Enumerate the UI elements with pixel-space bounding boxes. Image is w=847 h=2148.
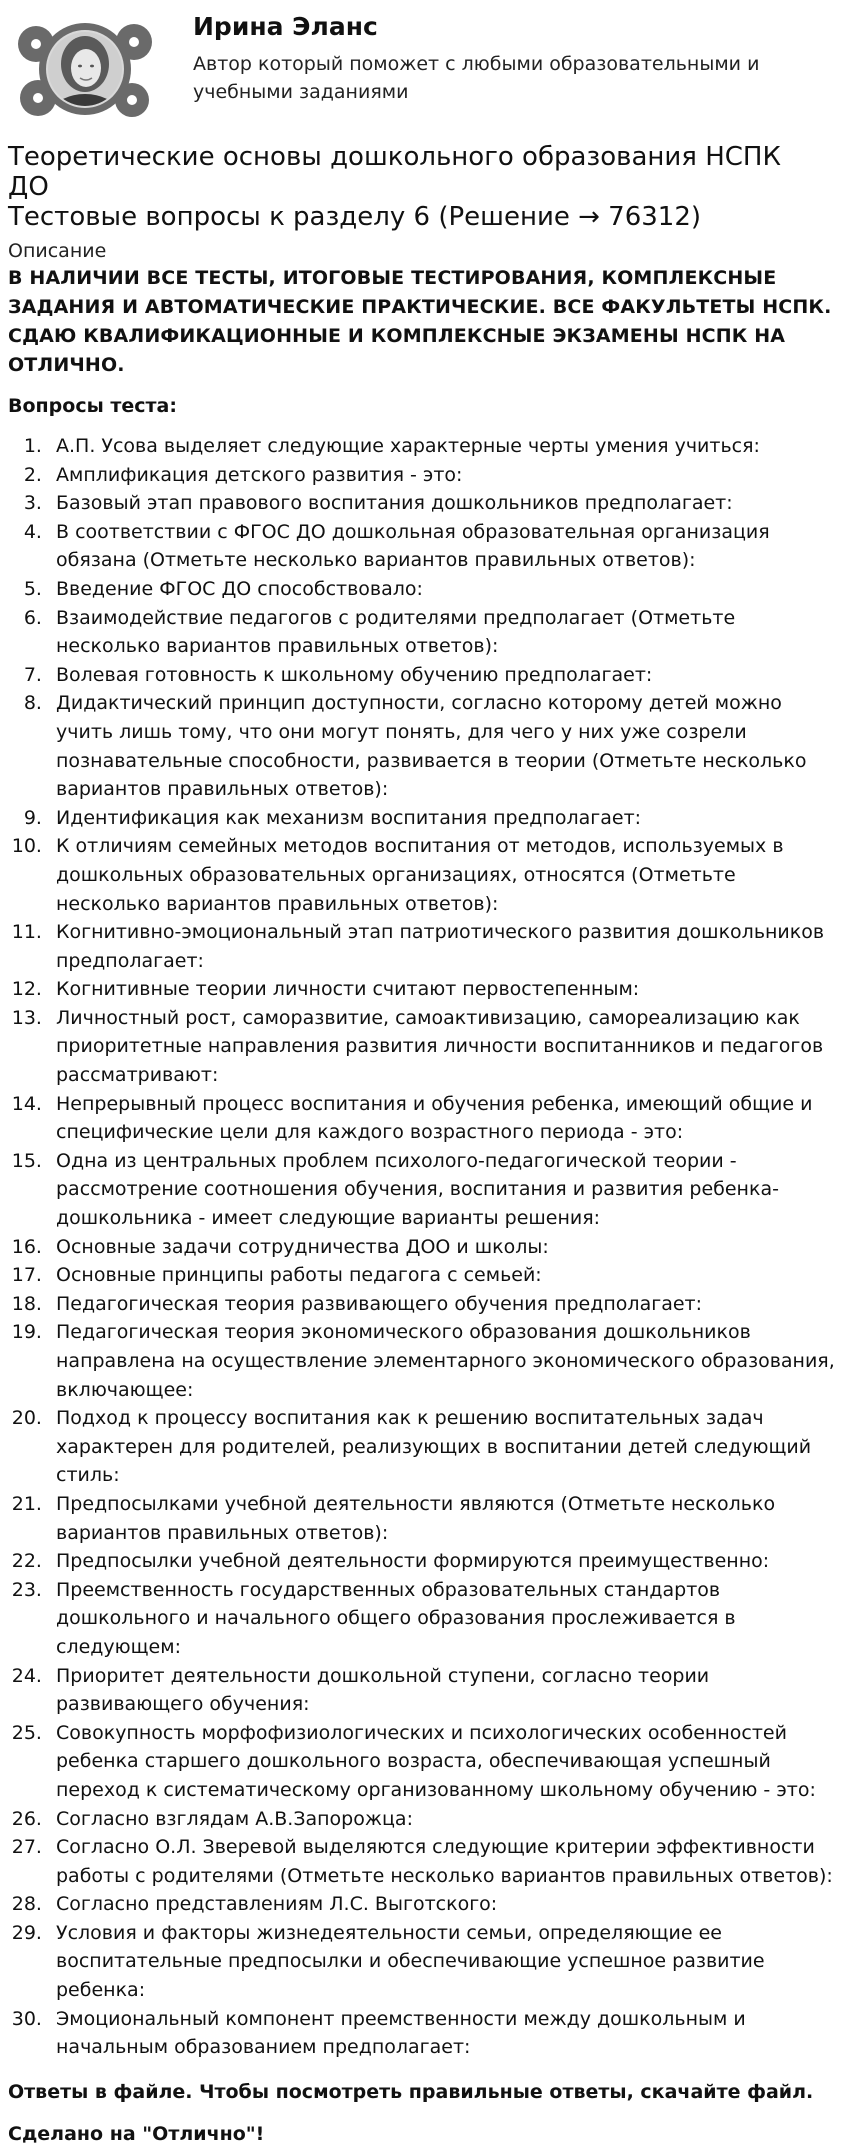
question-item: 4. В соответствии с ФГОС ДО дошкольная образовательная организация обязана (Отметьте несколько вариантов правильных ответов): — [48, 518, 847, 575]
question-item: 9. Идентификация как механизм воспитания предполагает: — [48, 804, 847, 833]
question-item: 7. Волевая готовность к школьному обучению предполагает: — [48, 661, 847, 690]
author-avatar[interactable] — [14, 6, 156, 132]
page-title — [8, 142, 847, 232]
question-item: 2. Амплификация детского развития - это: — [48, 461, 847, 490]
question-item: 17. Основные принципы работы педагога с семьей: — [48, 1261, 847, 1290]
author-description: Автор который поможет с любыми образовательными и учебными заданиями — [193, 53, 760, 103]
question-item: 11. Когнитивно-эмоциональный этап патриотического развития дошкольников предполагает: — [48, 918, 847, 975]
question-item: 8. Дидактический принцип доступности, согласно которому детей можно учить лишь тому, что они могут понять, для чего у них уже созрели познавательные способности, развивается в теории (Отметьте несколько вариантов правильных ответов): — [48, 689, 847, 803]
question-item: 1. А.П. Усова выделяет следующие характерные черты умения учиться: — [48, 432, 847, 461]
question-item: 28. Согласно представлениям Л.С. Выготского: — [48, 1890, 847, 1919]
author-card — [8, 0, 847, 140]
description-text: В НАЛИЧИИ ВСЕ ТЕСТЫ, ИТОГОВЫЕ ТЕСТИРОВАНИЯ, КОМПЛЕКСНЫЕ ЗАДАНИЯ И АВТОМАТИЧЕСКИЕ ПРАКТИЧЕСКИЕ. ВСЕ ФАКУЛЬТЕТЫ НСПК. СДАЮ КВАЛИФИКАЦИОННЫЕ И КОМПЛЕКСНЫЕ ЭКЗАМЕНЫ НСПК НА ОТЛИЧНО. — [8, 267, 832, 376]
question-item: 26. Согласно взглядам А.В.Запорожца: — [48, 1805, 847, 1834]
question-item: 24. Приоритет деятельности дошкольной ступени, согласно теории развивающего обучения: — [48, 1662, 847, 1719]
question-item: 3. Базовый этап правового воспитания дошкольников предполагает: — [48, 489, 847, 518]
question-item: 21. Предпосылками учебной деятельности являются (Отметьте несколько вариантов правильных ответов): — [48, 1490, 847, 1547]
page-title-line-2: Тестовые вопросы к разделу 6 (Решение → 76312) — [8, 202, 702, 232]
question-item: 22. Предпосылки учебной деятельности формируются преимущественно: — [48, 1547, 847, 1576]
question-item: 30. Эмоциональный компонент преемственности между дошкольным и начальным образованием предполагает: — [48, 2005, 847, 2062]
question-item: 6. Взаимодействие педагогов с родителями предполагает (Отметьте несколько вариантов правильных ответов): — [48, 604, 847, 661]
question-item: 10. К отличиям семейных методов воспитания от методов, используемых в дошкольных образовательных организациях, относятся (Отметьте несколько вариантов правильных ответов): — [48, 832, 847, 918]
page-title-line-1: Теоретические основы дошкольного образования НСПК ДО — [8, 142, 781, 202]
question-item: 15. Одна из центральных проблем психолого-педагогической теории - рассмотрение соотношения обучения, воспитания и развития ребенка-дошкольника - имеет следующие варианты решения: — [48, 1147, 847, 1233]
question-item: 20. Подход к процессу воспитания как к решению воспитательных задач характерен для родителей, реализующих в воспитании детей следующий стиль: — [48, 1404, 847, 1490]
question-item: 14. Непрерывный процесс воспитания и обучения ребенка, имеющий общие и специфические цели для каждого возрастного периода - это: — [48, 1090, 847, 1147]
question-item: 23. Преемственность государственных образовательных стандартов дошкольного и начального общего образования прослеживается в следующем: — [48, 1576, 847, 1662]
question-item: 19. Педагогическая теория экономического образования дошкольников направлена на осуществление элементарного экономического образования, включающее: — [48, 1318, 847, 1404]
question-item: 16. Основные задачи сотрудничества ДОО и школы: — [48, 1233, 847, 1262]
question-item: 5. Введение ФГОС ДО способствовало: — [48, 575, 847, 604]
questions-heading: Вопросы теста: — [8, 395, 177, 417]
question-item: 13. Личностный рост, саморазвитие, самоактивизацию, самореализацию как приоритетные направления развития личности воспитанников и педагогов рассматривают: — [48, 1004, 847, 1090]
answers-note: Ответы в файле. Чтобы посмотреть правильные ответы, скачайте файл. — [8, 2080, 814, 2103]
question-item: 12. Когнитивные теории личности считают первостепенным: — [48, 975, 847, 1004]
question-item: 29. Условия и факторы жизнедеятельности семьи, определяющие ее воспитательные предпосылки и обеспечивающие успешное развитие ребенка: — [48, 1919, 847, 2005]
question-item: 27. Согласно О.Л. Зверевой выделяются следующие критерии эффективности работы с родителями (Отметьте несколько вариантов правильных ответов): — [48, 1833, 847, 1890]
questions-list — [8, 432, 847, 2062]
question-item: 18. Педагогическая теория развивающего обучения предполагает: — [48, 1290, 847, 1319]
question-item: 25. Совокупность морфофизиологических и психологических особенностей ребенка старшего дошкольного возраста, обеспечивающая успешный переход к систематическому организованному школьному обучению - это: — [48, 1719, 847, 1805]
author-name[interactable]: Ирина Эланс — [193, 12, 378, 41]
grade-note: Сделано на "Отлично"! — [8, 2122, 265, 2145]
description-label: Описание — [8, 240, 107, 262]
